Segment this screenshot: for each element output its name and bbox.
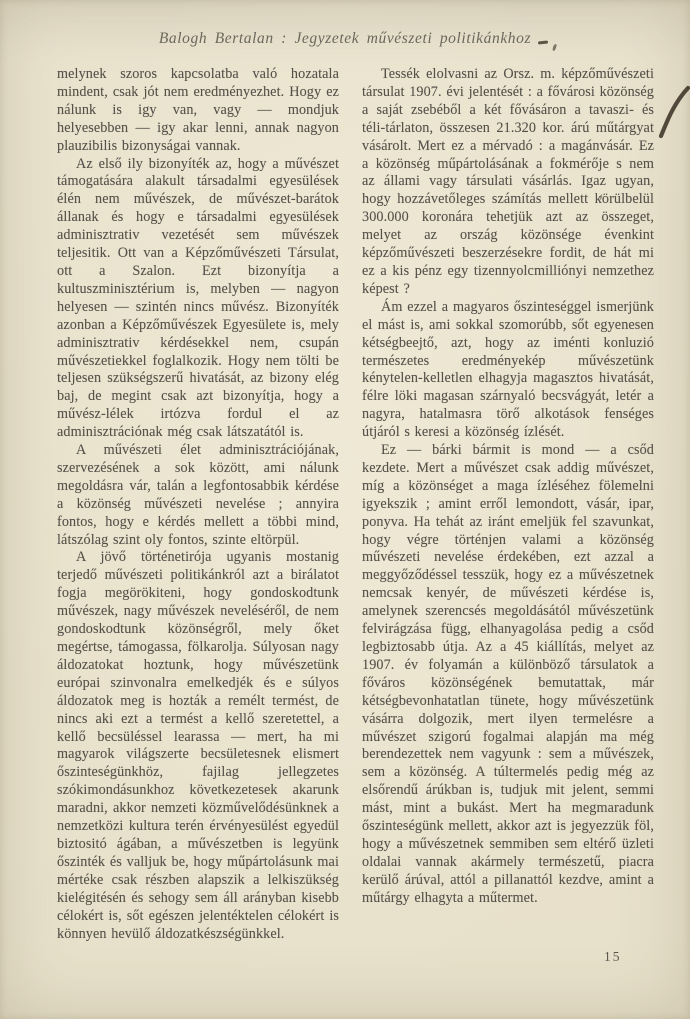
paragraph: Tessék elolvasni az Orsz. m. képzőművészeti társulat 1907. évi jelentését : a fővárosi közönség a saját zsebéből a két fővásáron a tavaszi- és téli-tárlaton, összesen 21.320 kor. árú műtárgyat vásárolt. Mert ez a mérvadó : a magánvásár. Ez a közönség műpártolásának a fokmérője s nem az állami vagy társulati vásárlás. Igaz ugyan, hogy hozzávetőleges számítás mellett körülbelül 300.000 koronára tehetjük azt az összeget, melyet az ország közönsége évenkint képzőművészeti beszerzésekre fordit, de hát mi ez a kis pénz egy tizennyolcmilliónyi nemzethez képest ? — [362, 66, 654, 297]
paragraph: Az első ily bizonyíték az, hogy a művészet támogatására alakult társadalmi egyesülések élén nem művészek, de művészet-barátok állanak és hogy e társadalmi egyesülések adminisztrativ vezetését sem művészek teljesitik. Ott van a Képzőművészeti Társulat, ott a Szalon. Ezt bizonyítja a kultuszminisztérium is, melyben — nagyon helyesen — szintén nincs művész. Bizonyíték azonban a Képzőművészek Egyesülete is, mely adminisztrativ kérdésekkel nem, csupán művészetiekkel foglalkozik. Hogy nem tölti be teljesen szükségszerű hivatását, az bizony elég baj, de megint csak azt bizonyítja, hogy a művész-lélek irtózva fordul el az adminisztrációnak még csak látszatától is. — [57, 155, 339, 441]
paragraph: A jövő történetirója ugyanis mostanig terjedő művészeti politikánkról azt a birálatot fogja megörökiteni, hogy gondoskodtunk művészek, nagy művészek neveléséről, de nem gondoskodtunk közönségről, mely őket megértse, támogassa, fölkarolja. Súlyosan nagy áldozatokat hoztunk, hogy művészetünk európai szinvonalra emelkedjék és e súlyos áldozatok meg is hozták a remélt termést, de nincs aki ezt a termést a kellő szeretettel, a kellő becsüléssel learassa — mert, ha mi magyarok világszerte becsületesnek elismert őszinteségünkhöz, fajilag jellegzetes szókimondásunkhoz következetesek akarunk maradni, akkor nemzeti közművelődésünknek a nemzetközi kultura terén érvényesülést egyedül biztositó ágában, a művészetben is legyünk őszinték és valljuk be, hogy műpártolásunk mai mértéke csak részben alapszik a lelkiszükség kielégitésén és sehogy sem áll arányban kisebb célokért is, sőt egészen jelentéktelen célokért is könnyen hevülő áldozatkészségünkkel. — [57, 549, 339, 942]
paragraph: Ez — bárki bármit is mond — a csőd kezdete. Mert a művészet csak addig művészet, míg a közönséget a maga ízléséhez fölemelni igyekszik ; amint erről lemondott, vásár, ipar, ponyva. Ha tehát az iránt emeljük fel szavunkat, hogy végre történjen valami a közönség művészeti nevelése érdekében, ezt azzal a meggyőződéssel tesszük, hogy ez a művészetnek nemcsak kenyér, de művészeti kérdése is, amelynek szerencsés megoldásától művészetünk felvirágzása függ, elhanyagolása pedig a csőd legbiztosabb útja. Az a 45 kiállítás, melyet az 1907. év folyamán a különböző társulatok a főváros közönségének bemutattak, már kétségbevonhatatlan tünete, hogy művészetünk vásárra dolgozik, mert ilyen termelésre a művészet szigorú fogalmai alapján ma még berendezettek nem vagyunk : sem a művészek, sem a közönség. A túltermelés pedig még az elsőrendű árúkban is, tudjuk mit jelent, semmi mást, mint a bukást. Mert ha megmaradunk őszinteségünk mellett, akkor azt is jegyezzük föl, hogy a művészetnek semmiben sem eltérő üzleti oldalai vannak akármely természetű, piacra kerülő árúval, attól a pillanattól kezdve, amint a műtárgy elhagyta a műtermet. — [362, 442, 654, 906]
pen-stroke-mark — [648, 84, 690, 144]
paragraph: A művészeti élet adminisztrációjának, szervezésének a sok között, ami nálunk megoldásra vár, talán a legfontosabbik kérdése a közönség művészeti nevelése ; annyira fontos, hogy e kérdés mellett a többi mind, látszólag szint oly fontos, szinte eltörpül. — [57, 442, 339, 548]
left-text-column — [57, 66, 339, 943]
page-number: 15 — [604, 949, 622, 964]
paragraph: Ám ezzel a magyaros őszinteséggel ismerjünk el mást is, ami sokkal szomorúbb, sőt egyenesen kétségbeejtő, azt, hogy az iménti konluzió természetes eredményekép művészetünk kénytelen-kelletlen elhagyja magasztos hivatását, félre löki magasan szárnyaló becsvágyát, letér a nagyra, hatalmasra törő alkotások fenséges útjáról s keresi a közönség ízlését. — [362, 298, 654, 441]
right-text-column — [362, 66, 654, 908]
running-header: Balogh Bertalan : Jegyzetek művészeti politikánkhoz — [158, 30, 532, 47]
paragraph-continuation: melynek szoros kapcsolatba való hozatala mindent, csak jót nem eredményezhet. Hogy ez nálunk is igy van, vagy — mondjuk helyesebben — igy akar lenni, annak nagyon plauzibilis bizonyságai vannak. — [57, 66, 339, 154]
